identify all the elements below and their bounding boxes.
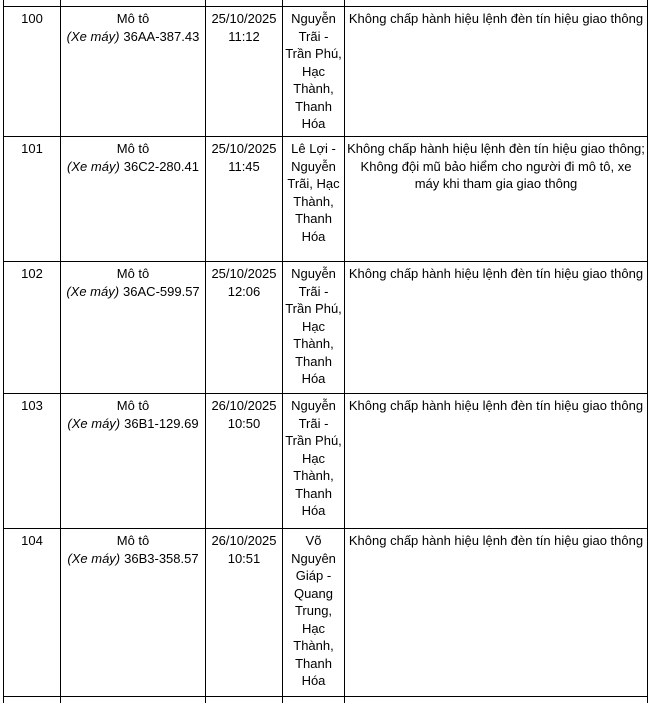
row-index: 100 bbox=[21, 11, 43, 26]
row-index: 103 bbox=[21, 398, 43, 413]
location-cell: Nguyễn Trãi - Trần Phú, Hạc Thành, Thanh Hóa bbox=[283, 262, 345, 394]
empty-cell bbox=[4, 697, 61, 704]
vehicle-type: Mô tô bbox=[116, 141, 150, 156]
violations-table bbox=[3, 0, 648, 703]
vehicle-type: Mô tô bbox=[116, 398, 150, 413]
violation-cell: Không chấp hành hiệu lệnh đèn tín hiệu giao thông bbox=[345, 529, 648, 697]
vehicle-cell bbox=[61, 529, 206, 697]
datetime-cell bbox=[206, 529, 283, 697]
vehicle-kind: (Xe máy) bbox=[66, 283, 120, 299]
row-index-cell bbox=[4, 529, 61, 697]
violation-date: 25/10/2025 bbox=[211, 11, 277, 26]
row-index-cell bbox=[4, 394, 61, 529]
vehicle-cell bbox=[61, 137, 206, 262]
violation-date: 26/10/2025 bbox=[211, 398, 277, 413]
violation-date: 26/10/2025 bbox=[211, 533, 277, 548]
violation-time: 12:06 bbox=[227, 283, 261, 299]
row-index-cell bbox=[4, 262, 61, 394]
violation-cell: Không chấp hành hiệu lệnh đèn tín hiệu giao thông; Không đội mũ bảo hiểm cho người đi mô tô, xe máy khi tham gia giao thông bbox=[345, 137, 648, 262]
row-index: 102 bbox=[21, 266, 43, 281]
vehicle-plate-line bbox=[63, 415, 203, 433]
violation-time: 11:12 bbox=[228, 28, 260, 44]
vehicle-type: Mô tô bbox=[116, 533, 150, 548]
vehicle-plate-line bbox=[63, 550, 203, 568]
location-cell: Võ Nguyên Giáp - Quang Trung, Hạc Thành, Thanh Hóa bbox=[283, 529, 345, 697]
violation-cell: Không chấp hành hiệu lệnh đèn tín hiệu giao thông bbox=[345, 7, 648, 137]
vehicle-plate-line bbox=[63, 158, 203, 176]
vehicle-kind: (Xe máy) bbox=[67, 415, 121, 431]
violation-time: 10:51 bbox=[227, 550, 261, 566]
table-row bbox=[4, 137, 648, 262]
vehicle-type: Mô tô bbox=[116, 266, 150, 281]
empty-cell bbox=[61, 697, 206, 704]
plate-number: 36AA-387.43 bbox=[123, 28, 200, 44]
table-row bbox=[4, 529, 648, 697]
table-row bbox=[4, 262, 648, 394]
vehicle-kind: (Xe máy) bbox=[66, 28, 120, 44]
violation-time: 10:50 bbox=[227, 415, 261, 431]
plate-number: 36C2-280.41 bbox=[123, 158, 199, 174]
plate-number: 36B3-358.57 bbox=[124, 550, 199, 566]
datetime-cell bbox=[206, 262, 283, 394]
vehicle-kind: (Xe máy) bbox=[67, 550, 121, 566]
violation-time: 11:45 bbox=[228, 158, 260, 174]
violation-date: 25/10/2025 bbox=[211, 266, 277, 281]
row-index: 101 bbox=[21, 141, 43, 156]
location-cell: Nguyễn Trãi - Trần Phú, Hạc Thành, Thanh Hóa bbox=[283, 394, 345, 529]
empty-cell bbox=[345, 697, 648, 704]
row-index-cell bbox=[4, 137, 61, 262]
vehicle-kind: (Xe máy) bbox=[67, 158, 120, 174]
datetime-cell bbox=[206, 137, 283, 262]
vehicle-cell bbox=[61, 394, 206, 529]
violation-cell: Không chấp hành hiệu lệnh đèn tín hiệu giao thông bbox=[345, 262, 648, 394]
table-row bbox=[4, 394, 648, 529]
datetime-cell bbox=[206, 7, 283, 137]
partial-row-bottom bbox=[4, 697, 648, 704]
plate-number: 36B1-129.69 bbox=[124, 415, 199, 431]
location-cell: Nguyễn Trãi - Trần Phú, Hạc Thành, Thanh Hóa bbox=[283, 7, 345, 137]
empty-cell bbox=[283, 697, 345, 704]
datetime-cell bbox=[206, 394, 283, 529]
plate-number: 36AC-599.57 bbox=[123, 283, 200, 299]
vehicle-plate-line bbox=[63, 283, 203, 301]
row-index: 104 bbox=[21, 533, 43, 548]
vehicle-cell bbox=[61, 262, 206, 394]
violation-date: 25/10/2025 bbox=[211, 141, 277, 156]
empty-cell bbox=[206, 697, 283, 704]
vehicle-plate-line bbox=[63, 28, 203, 46]
location-cell: Lê Lợi - Nguyễn Trãi, Hạc Thành, Thanh Hóa bbox=[283, 137, 345, 262]
vehicle-type: Mô tô bbox=[116, 11, 150, 26]
row-index-cell bbox=[4, 7, 61, 137]
table-row bbox=[4, 7, 648, 137]
violation-cell: Không chấp hành hiệu lệnh đèn tín hiệu giao thông bbox=[345, 394, 648, 529]
vehicle-cell bbox=[61, 7, 206, 137]
